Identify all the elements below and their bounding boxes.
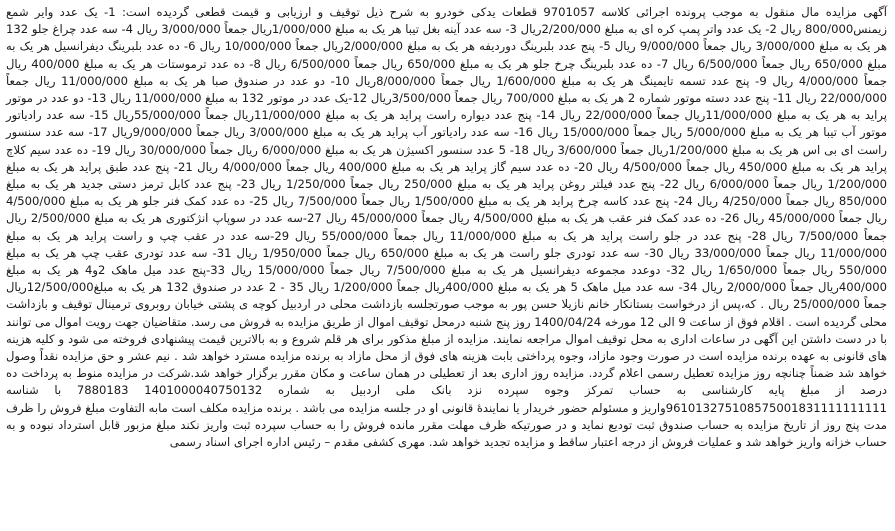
- notice-body: آگهی مزایده مال منقول به موجب پرونده اجرائی کلاسه 9701057 قطعات یدکی خودرو به شرح ذیل توقیف و ارزیابی و قیمت قطعی گردیده است: 1- یک عدد وایر شمع زیمنس800/000 ریال 2- یک عدد واتر پمپ کره ای به مبلغ 2/200/000ریال 3- سه عدد آینه بغل تیبا هر یک به مبلغ 1/000/000ریال جمعاً 3/000/000 ریال 4- سه عدد چراغ جلو 132 هر یک به مبلغ 3/000/000 ریال جمعاً 9/000/000 ریال 5- پنج عدد بلبرینگ دوردیفه هر یک به مبلغ 2/000/000ریال جمعاً 10/000/000 ریال 6- ده عدد بلبرینگ دیفرانسیل هر یک به مبلغ 650/000 ریال جمعاً 6/500/000 ریال 7- ده عدد بلبرینگ چرخ جلو هر یک به مبلغ 650/000 ریال جمعاً 6/500/000 ریال 8- ده عدد ترموستات هر یک به مبلغ 400/000 ریال جمعاً 4/000/000 ریال 9- پنج عدد تسمه تایمینگ هر یک به مبلغ 1/600/000 ریال جمعاً 8/000/000ریال 10- دو عدد در صندوق صبا هر یک به مبلغ 11/000/000 ریال جمعاً 22/000/000 ریال 11- پنج عدد دسته موتور شماره 2 هر یک به مبلغ 700/000 ریال جمعاً 3/500/000ریال 12-یک عدد در موتور 132 به مبلغ 11/000/000 ریال 13- دو عدد در موتور پراید به هر یک به مبلغ 11/000/000ریال جمعاً 22/000/000 ریال 14- پنج عدد دیواره راست پراید هر یک به مبلغ 11/000/000ریال جمعاً 55/000/000ریال 15- سه عدد رادیاتور موتور آب تیبا هر یک به مبلغ 5/000/000 ریال جمعاً 15/000/000 ریال 16- سه عدد رادیاتور آب پراید هر یک به مبلغ 3/000/000 ریال جمعاً 9/000/000ریال 17- سه عدد سنسور راست ای بی اس هر یک به مبلغ 1/200/000ریال جمعاً 3/600/000 ریال 18- 5 عدد سنسور اکسیژن هر یک به مبلغ 6/000/000 ریال جمعاً 30/000/000 ریال 19- ده عدد سیم کلاچ پراید هر یک به مبلغ 450/000 ریال جمعاً 4/500/000 ریال 20- ده عدد سیم گاز پراید هر یک به مبلغ 400/000 ریال جمعاً 4/000/000 ریال 21- پنج عدد طبق پراید هر یک به مبلغ 1/200/000 ریال جمعاً 6/000/000 ریال 22- پنج عدد فیلتر روغن پراید هر یک به مبلغ 250/000 ریال جمعاً 1/250/000 ریال 23- پنج عدد کابل ترمز دستی جدید هر یک به مبلغ 850/000 ریال جمعاً 4/250/000 ریال 24- پنج عدد کاسه چرخ پراید هر یک به مبلغ 1/500/000 ریال جمعاً 7/500/000 ریال 25- ده عدد کمک فنر جلو هر یک به مبلغ 4/500/000 ریال جمعاً 45/000/000 ریال 26- ده عدد کمک فنر عقب هر یک به مبلغ 4/500/000 ریال جمعاً 45/000/000 ریال 27-سه عدد در سوپاپ انژکتوری هر یک به مبلغ 2/500/000 ریال جمعاً 7/500/000 ریال 28- پنج عدد در جلو راست پراید هر یک به مبلغ 11/000/000 ریال جمعاً 55/000/000 ریال 29-سه عدد در عقب چپ و راست پراید هر یک به مبلغ 11/000/000 ریال جمعاً 33/000/000 ریال 30- سه عدد تودری جلو راست هر یک به مبلغ 650/000 ریال جمعاً 1/950/000 ریال 31- سه عدد تودری عقب چپ هر یک به مبلغ 550/000 ریال جمعاً 1/650/000 ریال 32- دوعدد مجموعه دیفرانسیل هر یک به مبلغ 7/500/000 ریال جمعاً 15/000/000 ریال 33-پنج عدد میل ماهک 2و4 هر یک به مبلغ 400/000ریال جمعاً 2/000/000 ریال 34- سه عدد میل ماهک 5 هر یک به مبلغ 400/000ریال جمعاً 1/200/000 ریال 35 - 2 عدد در صندوق 132 هر یک به مبلغ12/500/000ریال جمعاً 25/000/000 ریال . که،پس از درخواست بستانکار خانم نازیلا حسن پور به موجب صورتجلسه بازداشت محلی در اردبیل کوچه ی پشتی خیابان روبروی ترمینال توقیف و بازداشت محلی گردیده است . اقلام فوق از ساعت 9 الی 12 مورخه 1400/04/24 روز پنج شنبه درمحل توقیف اموال از طریق مزایده به فروش می رسد. متقاضیان جهت رویت اموال می توانند با در دست داشتن این آگهی در ساعات اداری به محل توقیف اموال مراجعه نمایند. مزایده از مبلغ مذکور برای هر قلم شروع و به بالاترین قیمت پیشنهادی فروخته می شود و کلیه هزینه های قانونی به عهده برنده مزایده است در صورت وجود مازاد، وجوه پرداختی بابت هزینه های فوق از محل مازاد به برنده مزایده مسترد خواهد شد . نیم عشر و حق مزایده نقداً وصول خواهد شد ضمناً چنانچه روز مزایده تعطیل رسمی اعلام گردد. مزایده روز اداری بعد از تعطیلی در همان ساعت و مکان مقرر برگزار خواهد شد.شرکت در مزایده منوط به پرداخت ده درصد از مبلغ پایه کارشناسی به حساب تمرکز وجوه سپرده نزد بانک ملی اردبیل به شماره 1401000040750132 7880183 با شناسه 961013275108575001831111111111واریز و مسئولم حضور خریدار یا نمایندۀ قانونی او در جلسه مزایده می باشد . برنده مزایده مکلف است مابه التفاوت مبلغ فروش را ظرف مدت پنج روز از تاریخ مزایده به حساب صندوق ثبت تودیع نماید و در صورتیکه ظرف مهلت مقرر مانده فروش را به حساب سپرده ثبت واریز نکند مبلغ مزبور قابل استرداد نبوده و به حساب خزانه واریز خواهد شد و عملیات فروش از درجه اعتبار ساقط و مزایده تجدید خواهد شد. مهری کشفی مقدم – رئیس اداره اجرای اسناد رسمی: [6, 5, 888, 450]
